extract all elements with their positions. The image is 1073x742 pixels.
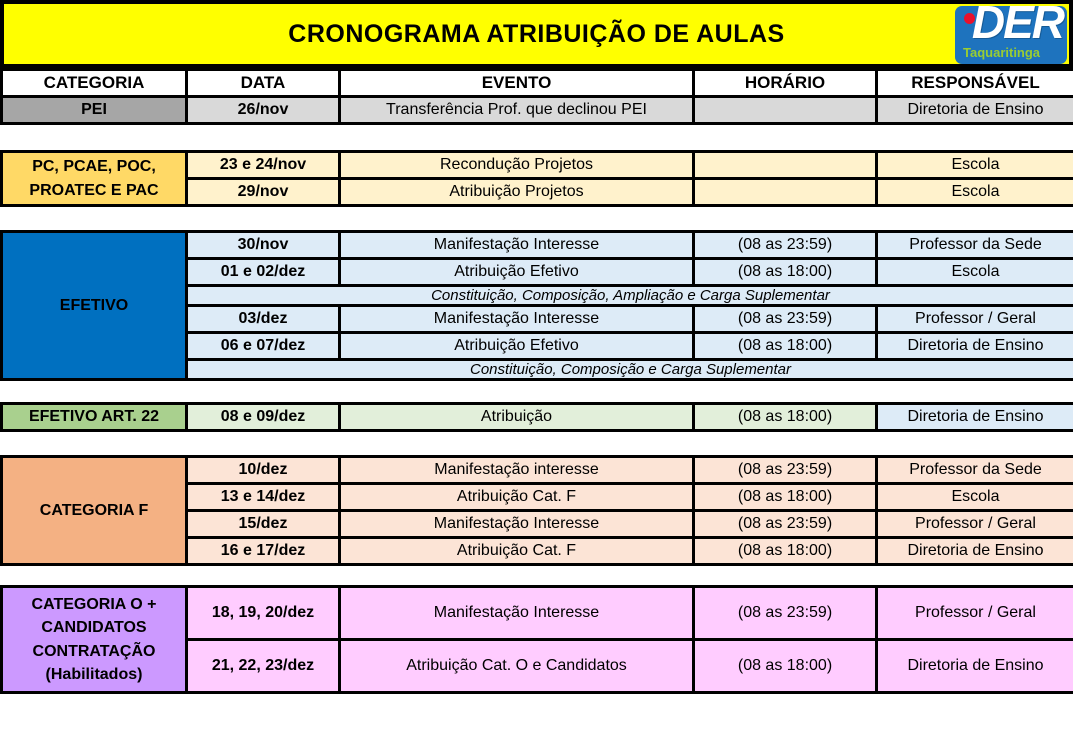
cell-evento: Atribuição Cat. O e Candidatos — [340, 640, 694, 693]
cell-responsavel: Diretoria de Ensino — [877, 404, 1073, 431]
note-cell: Constituição, Composição e Carga Suplementar — [187, 360, 1073, 380]
cell-evento: Atribuição Efetivo — [340, 333, 694, 360]
cell-evento: Manifestação Interesse — [340, 511, 694, 538]
cell-horario: (08 as 23:59) — [694, 457, 877, 484]
cell-responsavel: Diretoria de Ensino — [877, 538, 1073, 565]
cell-evento: Atribuição — [340, 404, 694, 431]
section-categoria-f — [0, 455, 1073, 566]
cell-data: 26/nov — [187, 97, 340, 124]
cell-evento: Atribuição Cat. F — [340, 484, 694, 511]
column-header-data: DATA — [187, 70, 340, 97]
cell-data: 06 e 07/dez — [187, 333, 340, 360]
cell-evento: Atribuição Projetos — [340, 179, 694, 206]
cell-horario: (08 as 23:59) — [694, 511, 877, 538]
cell-data: 03/dez — [187, 306, 340, 333]
cell-horario — [694, 97, 877, 124]
cell-responsavel: Escola — [877, 152, 1073, 179]
category-line: PC, PCAE, POC, — [32, 158, 156, 176]
cell-horario — [694, 179, 877, 206]
logo-city-text: Taquaritinga — [963, 45, 1041, 60]
cell-categoria: CATEGORIA F — [2, 457, 187, 565]
table-row — [2, 97, 1073, 124]
cell-data: 08 e 09/dez — [187, 404, 340, 431]
cell-data: 29/nov — [187, 179, 340, 206]
column-header-horario: HORÁRIO — [694, 70, 877, 97]
cell-responsavel: Professor / Geral — [877, 306, 1073, 333]
category-line: CANDIDATOS — [41, 619, 147, 637]
cell-responsavel: Diretoria de Ensino — [877, 333, 1073, 360]
cell-responsavel: Escola — [877, 484, 1073, 511]
cell-data: 23 e 24/nov — [187, 152, 340, 179]
cell-evento: Recondução Projetos — [340, 152, 694, 179]
cell-horario: (08 as 18:00) — [694, 640, 877, 693]
table-row — [2, 152, 1073, 179]
column-header-evento: EVENTO — [340, 70, 694, 97]
table-row — [2, 587, 1073, 640]
page-title: CRONOGRAMA ATRIBUIÇÃO DE AULAS — [288, 19, 785, 48]
cell-horario: (08 as 23:59) — [694, 587, 877, 640]
column-header-row — [2, 70, 1073, 97]
cell-horario: (08 as 18:00) — [694, 484, 877, 511]
section-pei — [0, 68, 1073, 125]
cell-data: 18, 19, 20/dez — [187, 587, 340, 640]
cell-data: 16 e 17/dez — [187, 538, 340, 565]
cell-categoria — [2, 587, 187, 693]
cell-data: 30/nov — [187, 232, 340, 259]
section-efetivo-art22 — [0, 402, 1073, 432]
cell-evento: Manifestação Interesse — [340, 232, 694, 259]
cell-responsavel: Escola — [877, 179, 1073, 206]
cell-categoria: EFETIVO — [2, 232, 187, 380]
cell-evento: Transferência Prof. que declinou PEI — [340, 97, 694, 124]
cell-horario: (08 as 23:59) — [694, 232, 877, 259]
der-logo — [955, 0, 1067, 64]
cell-horario: (08 as 18:00) — [694, 538, 877, 565]
section-efetivo — [0, 230, 1073, 381]
cell-categoria: PEI — [2, 97, 187, 124]
section-projetos — [0, 150, 1073, 207]
title-banner — [0, 0, 1073, 68]
cell-data: 01 e 02/dez — [187, 259, 340, 286]
cell-evento: Manifestação interesse — [340, 457, 694, 484]
cell-horario: (08 as 18:00) — [694, 259, 877, 286]
table-row — [2, 232, 1073, 259]
cell-evento: Manifestação Interesse — [340, 587, 694, 640]
cell-evento: Manifestação Interesse — [340, 306, 694, 333]
cell-responsavel: Professor / Geral — [877, 587, 1073, 640]
cell-data: 21, 22, 23/dez — [187, 640, 340, 693]
category-line: CONTRATAÇÃO — [32, 642, 156, 660]
cell-data: 13 e 14/dez — [187, 484, 340, 511]
cell-evento: Atribuição Cat. F — [340, 538, 694, 565]
table-row — [2, 457, 1073, 484]
note-cell: Constituição, Composição, Ampliação e Carga Suplementar — [187, 286, 1073, 306]
cell-responsavel: Professor / Geral — [877, 511, 1073, 538]
column-header-responsavel: RESPONSÁVEL — [877, 70, 1073, 97]
category-line: PROATEC E PAC — [29, 181, 159, 199]
cell-horario — [694, 152, 877, 179]
cell-horario: (08 as 18:00) — [694, 333, 877, 360]
cell-data: 15/dez — [187, 511, 340, 538]
cell-responsavel: Diretoria de Ensino — [877, 640, 1073, 693]
cell-data: 10/dez — [187, 457, 340, 484]
section-categoria-o — [0, 585, 1073, 694]
table-row — [2, 404, 1073, 431]
category-line: (Habilitados) — [45, 665, 143, 683]
cell-categoria — [2, 152, 187, 206]
cell-evento: Atribuição Efetivo — [340, 259, 694, 286]
column-header-categoria: CATEGORIA — [2, 70, 187, 97]
cell-categoria: EFETIVO ART. 22 — [2, 404, 187, 431]
cell-responsavel: Professor da Sede — [877, 232, 1073, 259]
cell-responsavel: Professor da Sede — [877, 457, 1073, 484]
cell-responsavel: Diretoria de Ensino — [877, 97, 1073, 124]
cell-horario: (08 as 23:59) — [694, 306, 877, 333]
category-line: CATEGORIA O + — [31, 596, 157, 614]
logo-der-text: DER — [971, 0, 1063, 48]
cell-responsavel: Escola — [877, 259, 1073, 286]
cell-horario: (08 as 18:00) — [694, 404, 877, 431]
